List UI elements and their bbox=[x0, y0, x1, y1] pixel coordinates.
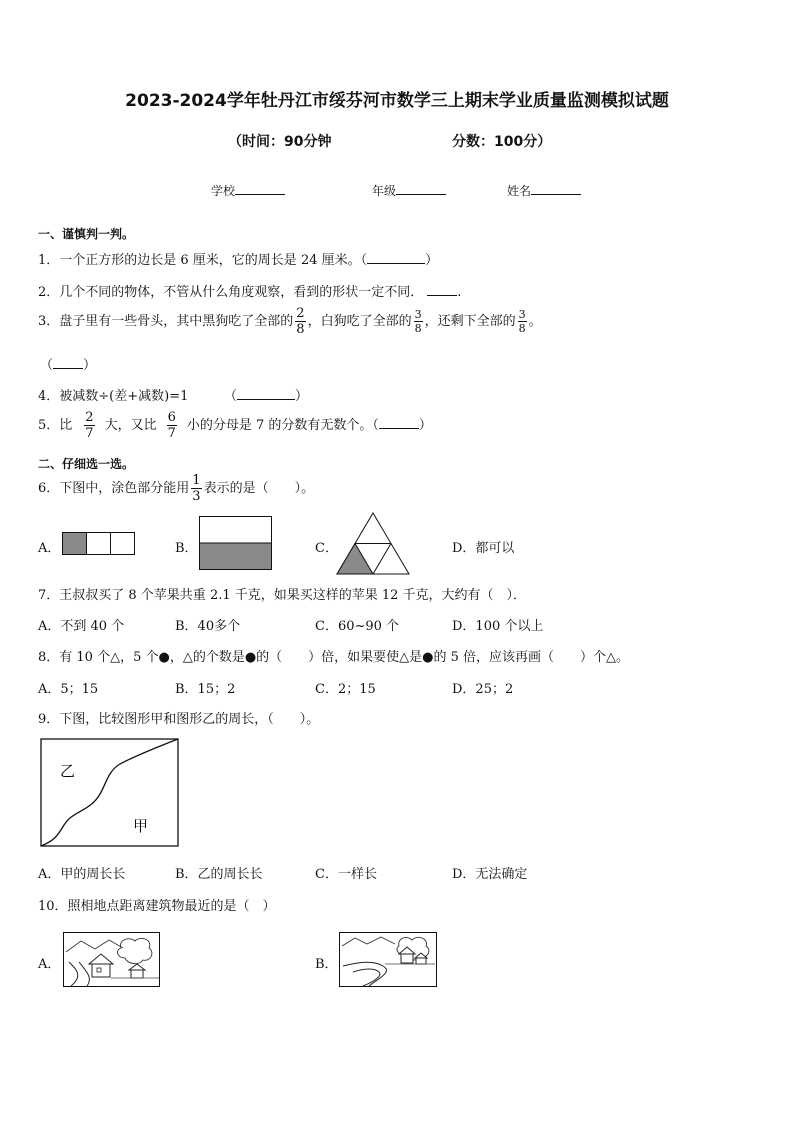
photo-b-small-house bbox=[416, 958, 426, 964]
question-4 bbox=[38, 385, 188, 404]
photo-b-house-sketch[interactable] bbox=[339, 932, 438, 988]
photo-a-house-sketch[interactable] bbox=[63, 932, 161, 988]
fraction-3-8-a: $\frac{3}{8}$ bbox=[414, 308, 422, 335]
question-8-option-a[interactable]: A．5；15 bbox=[38, 682, 99, 697]
question-10-option-a-label[interactable]: A． bbox=[38, 957, 61, 972]
question-9-option-a[interactable]: A．甲的周长长 bbox=[38, 867, 126, 882]
question-8-option-b[interactable]: B．15；2 bbox=[175, 682, 236, 697]
question-7-option-a[interactable]: A．不到 40 个 bbox=[38, 619, 125, 634]
question-2-text: 2．几个不同的物体，不管从什么角度观察，看到的形状一定不同． bbox=[38, 285, 424, 300]
fraction-2-7: $\frac{2}{7}$ bbox=[85, 410, 94, 441]
question-6-text-b: 表示的是（ ）。 bbox=[203, 481, 315, 496]
question-5 bbox=[38, 411, 432, 440]
question-7: 7．王叔叔买了 8 个苹果共重 2.1 千克，如果买这样的苹果 12 千克，大约有（ ）． bbox=[38, 588, 527, 603]
question-6-text-a: 6．下图中，涂色部分能用 bbox=[38, 481, 190, 496]
photo-b-house-body bbox=[401, 954, 413, 963]
question-8-option-d[interactable]: D．25；2 bbox=[452, 682, 514, 697]
question-9: 9．下图，比较图形甲和图形乙的周长，（ ）。 bbox=[38, 712, 320, 727]
section-2-heading: 二、仔细选一选。 bbox=[38, 457, 135, 471]
question-4-answer bbox=[224, 385, 308, 404]
question-6 bbox=[38, 474, 314, 503]
option-a-bar-figure[interactable] bbox=[62, 532, 136, 556]
option-c-triangle-figure[interactable] bbox=[336, 512, 410, 575]
school-label: 学校 bbox=[211, 184, 236, 198]
question-8-option-c[interactable]: C．2；15 bbox=[315, 682, 376, 697]
question-3-answer-blank[interactable] bbox=[53, 356, 83, 369]
question-5-text-a: 5．比 bbox=[38, 418, 73, 433]
perimeter-figure bbox=[40, 738, 180, 848]
label-yi: 乙 bbox=[60, 762, 76, 780]
question-4-text: 4．被减数÷(差+减数)=1 bbox=[38, 389, 189, 404]
question-5-close: ） bbox=[418, 418, 432, 433]
question-1-answer-blank[interactable] bbox=[367, 251, 425, 264]
grade-blank[interactable] bbox=[396, 182, 446, 195]
exam-score: 分数：100分） bbox=[452, 134, 552, 150]
question-5-text-b: 大，又比 bbox=[104, 418, 157, 433]
rect-shaded-half bbox=[200, 543, 271, 569]
page-title: 2023-2024学年牡丹江市绥芬河市数学三上期末学业质量监测模拟试题 bbox=[125, 91, 669, 111]
bar-shaded-part bbox=[63, 533, 86, 554]
paren-close: ） bbox=[295, 389, 309, 404]
question-6-option-a-label[interactable]: A． bbox=[38, 541, 61, 556]
question-3-text-c: ，还剩下全部的 bbox=[424, 314, 516, 329]
question-9-option-b[interactable]: B．乙的周长长 bbox=[175, 867, 263, 882]
question-3-text-d: 。 bbox=[528, 314, 542, 329]
question-1 bbox=[38, 249, 438, 268]
fraction-6-7: $\frac{6}{7}$ bbox=[167, 410, 176, 441]
name-label: 姓名 bbox=[507, 184, 532, 198]
paren-open: （ bbox=[40, 358, 54, 373]
fraction-2-8: $\frac{2}{8}$ bbox=[296, 306, 305, 337]
question-3 bbox=[38, 307, 542, 336]
photo-a-frame bbox=[64, 933, 160, 987]
grade-label: 年级 bbox=[372, 184, 397, 198]
question-9-option-c[interactable]: C．一样长 bbox=[315, 867, 377, 882]
fraction-3-8-b: $\frac{3}{8}$ bbox=[518, 308, 526, 335]
question-7-option-d[interactable]: D．100 个以上 bbox=[452, 619, 544, 634]
question-8: 8．有 10 个△，5 个●，△的个数是●的（ ）倍，如果要使△是●的 5 倍，应该再画（ ）个△。 bbox=[38, 650, 630, 665]
question-5-answer-blank[interactable] bbox=[379, 416, 419, 429]
question-10: 10．照相地点距离建筑物最近的是（ ） bbox=[38, 899, 276, 914]
school-blank[interactable] bbox=[235, 182, 285, 195]
question-9-option-d[interactable]: D．无法确定 bbox=[452, 867, 528, 882]
question-7-option-c[interactable]: C．60~90 个 bbox=[315, 619, 400, 634]
question-6-option-d[interactable]: D．都可以 bbox=[452, 541, 515, 556]
section-1-heading: 一、谨慎判一判。 bbox=[38, 227, 135, 241]
question-3-text-a: 3．盘子里有一些骨头，其中黑狗吃了全部的 bbox=[38, 314, 294, 329]
option-b-rect-figure[interactable] bbox=[199, 516, 273, 571]
question-10-option-b-label[interactable]: B． bbox=[315, 957, 338, 972]
exam-time: （时间：90分钟 bbox=[228, 134, 332, 150]
paren-close: ） bbox=[83, 358, 97, 373]
name-blank[interactable] bbox=[531, 182, 581, 195]
fraction-1-3: $\frac{1}{3}$ bbox=[192, 473, 201, 504]
question-7-option-b[interactable]: B．40多个 bbox=[175, 619, 241, 634]
question-3-answer bbox=[40, 354, 96, 373]
question-1-text: 1．一个正方形的边长是 6 厘米，它的周长是 24 厘米。（ bbox=[38, 253, 368, 268]
label-jia: 甲 bbox=[133, 817, 149, 835]
question-1-close: ） bbox=[425, 253, 439, 268]
name-field bbox=[507, 182, 581, 199]
question-5-text-c: 小的分母是 7 的分数有无数个。（ bbox=[186, 418, 379, 433]
photo-a-small-house bbox=[131, 970, 143, 978]
question-3-text-b: ，白狗吃了全部的 bbox=[307, 314, 412, 329]
question-4-answer-blank[interactable] bbox=[237, 387, 295, 400]
question-2 bbox=[38, 281, 461, 300]
school-field bbox=[211, 182, 285, 199]
paren-open: （ bbox=[224, 389, 238, 404]
question-6-option-b-label[interactable]: B． bbox=[175, 541, 198, 556]
question-6-option-c-label[interactable]: C． bbox=[315, 541, 338, 556]
question-2-answer-blank[interactable] bbox=[427, 283, 457, 296]
question-2-end: . bbox=[457, 285, 462, 300]
grade-field bbox=[372, 182, 446, 199]
